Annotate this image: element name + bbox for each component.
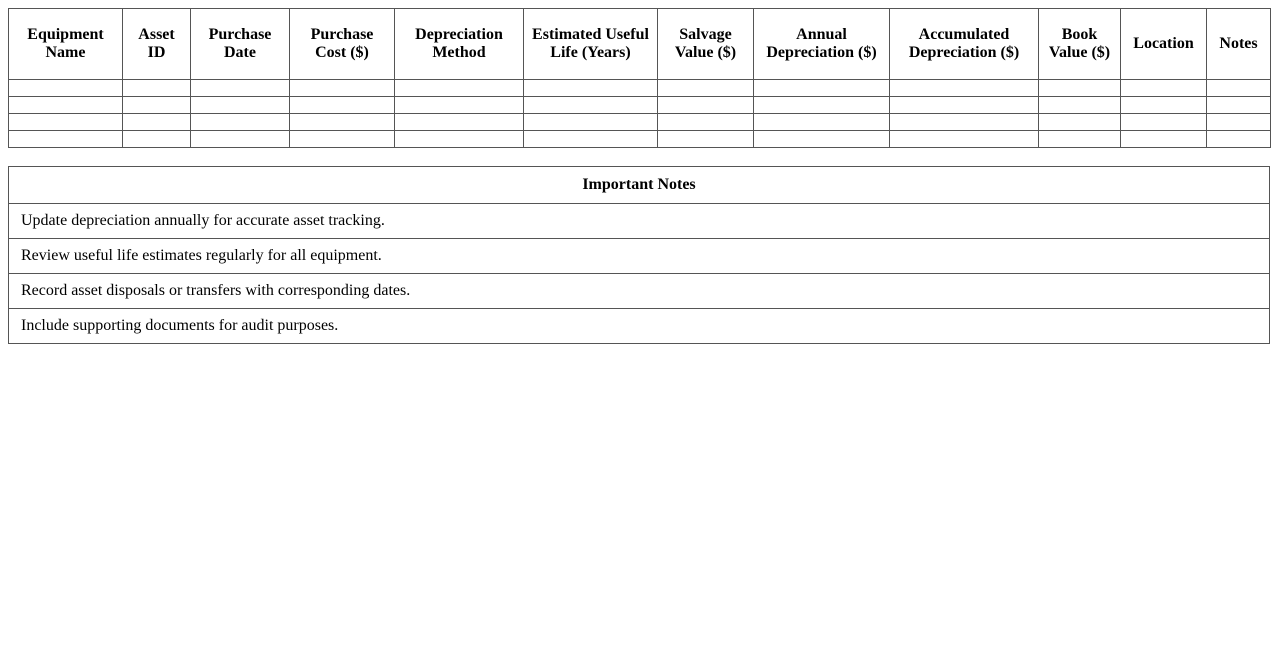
- table-cell[interactable]: [395, 80, 524, 97]
- table-cell[interactable]: [290, 131, 395, 148]
- table-cell[interactable]: [191, 131, 290, 148]
- table-cell[interactable]: [754, 80, 890, 97]
- table-cell[interactable]: [1039, 97, 1121, 114]
- depreciation-ledger-table: [8, 8, 1271, 148]
- column-header-salvage-value: Salvage Value ($): [658, 9, 754, 80]
- table-cell[interactable]: [754, 114, 890, 131]
- column-header-depreciation-method: Depreciation Method: [395, 9, 524, 80]
- notes-title: Important Notes: [9, 167, 1270, 204]
- column-header-purchase-date: Purchase Date: [191, 9, 290, 80]
- column-header-annual-depreciation: Annual Depreciation ($): [754, 9, 890, 80]
- column-header-location: Location: [1121, 9, 1207, 80]
- note-text: Record asset disposals or transfers with corresponding dates.: [9, 274, 1270, 309]
- table-cell[interactable]: [9, 114, 123, 131]
- table-cell[interactable]: [890, 114, 1039, 131]
- table-cell[interactable]: [658, 131, 754, 148]
- note-text: Include supporting documents for audit purposes.: [9, 309, 1270, 344]
- table-cell[interactable]: [1207, 131, 1271, 148]
- table-cell[interactable]: [1207, 97, 1271, 114]
- important-notes-table: [8, 166, 1270, 344]
- table-cell[interactable]: [1039, 114, 1121, 131]
- table-cell[interactable]: [524, 131, 658, 148]
- table-cell[interactable]: [754, 131, 890, 148]
- column-header-useful-life: Estimated Useful Life (Years): [524, 9, 658, 80]
- table-cell[interactable]: [1207, 114, 1271, 131]
- table-cell[interactable]: [9, 80, 123, 97]
- table-cell[interactable]: [1121, 97, 1207, 114]
- table-cell[interactable]: [191, 80, 290, 97]
- column-header-purchase-cost: Purchase Cost ($): [290, 9, 395, 80]
- table-cell[interactable]: [395, 131, 524, 148]
- table-cell[interactable]: [1039, 131, 1121, 148]
- list-item: [9, 274, 1270, 309]
- table-cell[interactable]: [290, 97, 395, 114]
- list-item: [9, 239, 1270, 274]
- table-cell[interactable]: [1121, 131, 1207, 148]
- document-body: [8, 8, 1270, 344]
- table-cell[interactable]: [123, 80, 191, 97]
- table-row: [9, 97, 1271, 114]
- ledger-body: [9, 80, 1271, 148]
- note-text: Update depreciation annually for accurate asset tracking.: [9, 204, 1270, 239]
- table-cell[interactable]: [191, 114, 290, 131]
- column-header-equipment-name: Equipment Name: [9, 9, 123, 80]
- table-cell[interactable]: [1039, 80, 1121, 97]
- table-cell[interactable]: [1121, 80, 1207, 97]
- table-cell[interactable]: [658, 80, 754, 97]
- table-cell[interactable]: [395, 114, 524, 131]
- note-text: Review useful life estimates regularly for all equipment.: [9, 239, 1270, 274]
- table-cell[interactable]: [890, 80, 1039, 97]
- list-item: [9, 204, 1270, 239]
- table-row: [9, 114, 1271, 131]
- notes-body: [9, 204, 1270, 344]
- table-cell[interactable]: [9, 131, 123, 148]
- table-row: [9, 80, 1271, 97]
- notes-header: [9, 167, 1270, 204]
- column-header-book-value: Book Value ($): [1039, 9, 1121, 80]
- table-cell[interactable]: [191, 97, 290, 114]
- ledger-header: [9, 9, 1271, 80]
- column-header-notes: Notes: [1207, 9, 1271, 80]
- table-cell[interactable]: [1207, 80, 1271, 97]
- table-cell[interactable]: [524, 97, 658, 114]
- table-row: [9, 131, 1271, 148]
- table-cell[interactable]: [123, 114, 191, 131]
- table-cell[interactable]: [890, 97, 1039, 114]
- table-cell[interactable]: [658, 97, 754, 114]
- table-cell[interactable]: [658, 114, 754, 131]
- notes-header-row: [9, 167, 1270, 204]
- table-cell[interactable]: [754, 97, 890, 114]
- table-cell[interactable]: [1121, 114, 1207, 131]
- table-cell[interactable]: [524, 80, 658, 97]
- table-cell[interactable]: [290, 80, 395, 97]
- table-cell[interactable]: [123, 97, 191, 114]
- table-cell[interactable]: [524, 114, 658, 131]
- table-cell[interactable]: [123, 131, 191, 148]
- column-header-accumulated-depreciation: Accumulated Depreciation ($): [890, 9, 1039, 80]
- table-cell[interactable]: [9, 97, 123, 114]
- table-cell[interactable]: [290, 114, 395, 131]
- ledger-header-row: [9, 9, 1271, 80]
- table-cell[interactable]: [395, 97, 524, 114]
- table-cell[interactable]: [890, 131, 1039, 148]
- list-item: [9, 309, 1270, 344]
- column-header-asset-id: Asset ID: [123, 9, 191, 80]
